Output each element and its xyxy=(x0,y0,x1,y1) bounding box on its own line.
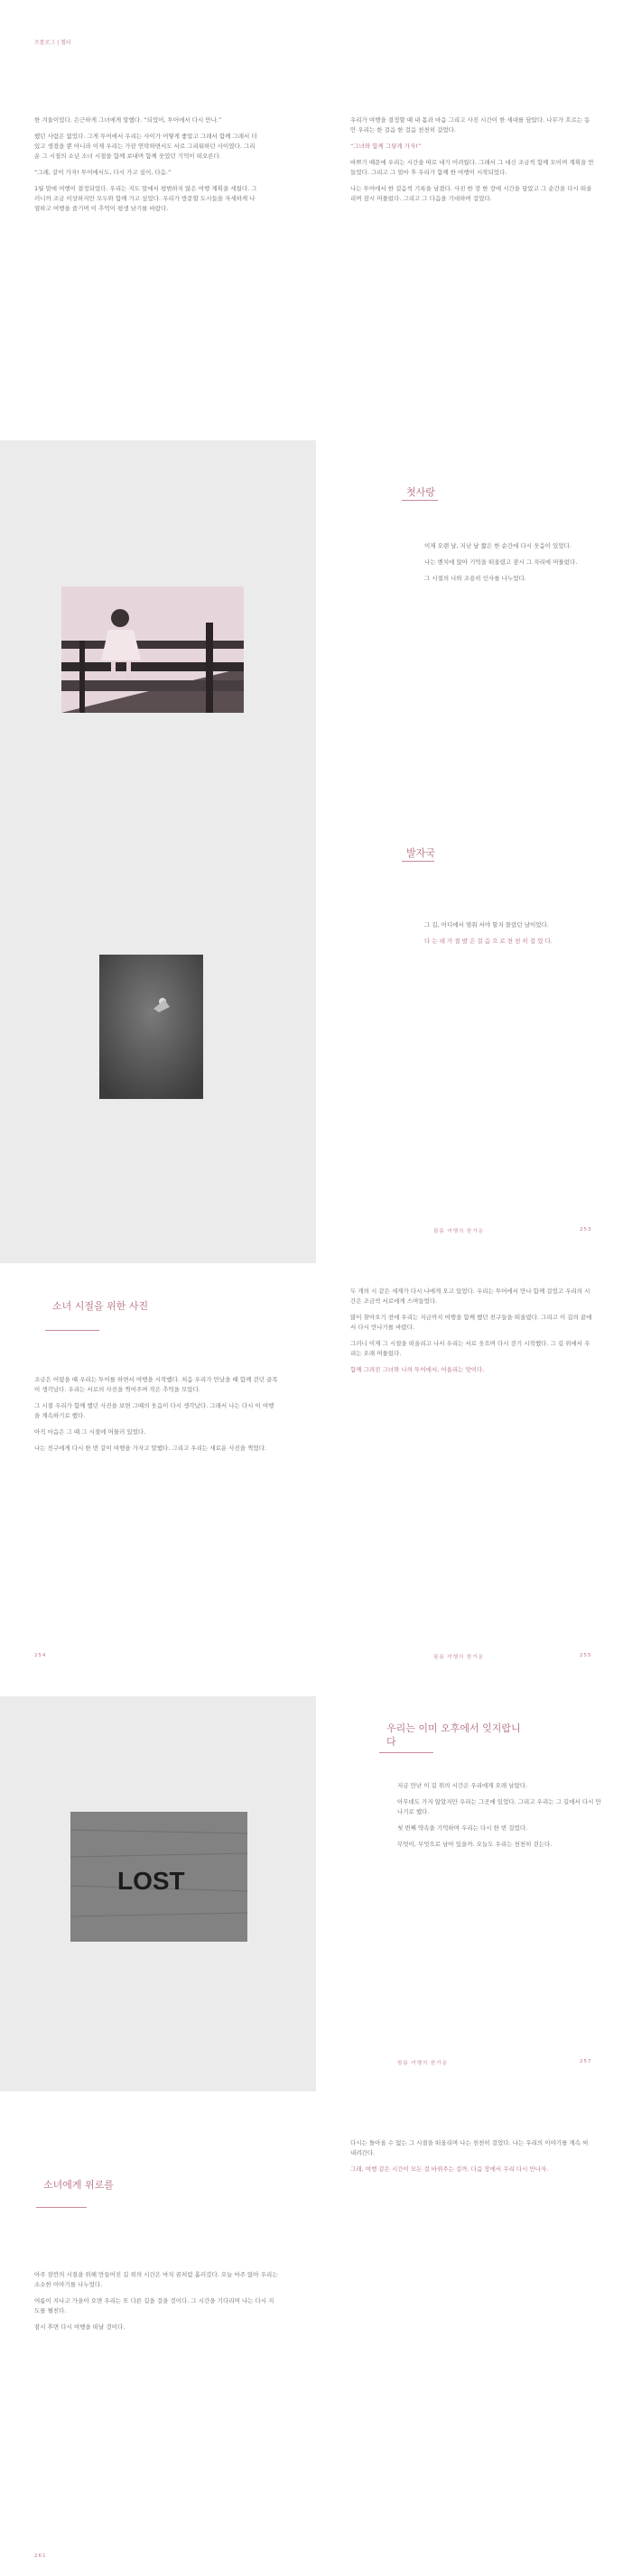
body-text xyxy=(34,2270,278,2339)
page-number: 254 xyxy=(34,1653,47,1658)
paragraph: 첫 번째 약속을 기억하며 우리는 다시 한 번 걸었다. xyxy=(397,1824,528,1832)
paragraph: 아직 마음은 그 때 그 시절에 머물러 있었다. xyxy=(34,1428,146,1436)
paragraph: 두 개의 시 같은 세계가 다시 나에게 오고 있었다. 우리는 투어에서 만나 함께 걸었고 우리의 시간은 조금씩 서로에게 스며들었다. xyxy=(350,1288,590,1305)
paragraph: 우리가 여행을 결정할 때 내 몸과 마음 그리고 사진 시간이 한 세대를 담았다. 나무가 흐르는 동안 우리는 한 걸음 한 걸음 천천히 걸었다. xyxy=(350,116,590,134)
section-heading: 소녀 시절을 위한 사진 xyxy=(52,1300,149,1312)
body-text xyxy=(424,541,605,590)
paragraph: 그 시절 우리가 함께 했던 사진을 보면 그때의 웃음이 다시 생각났다. 그래서 나는 다시 이 여행을 계속하기로 했다. xyxy=(34,1402,274,1419)
running-footer: 필름 여행의 한가운 xyxy=(433,1229,485,1234)
paragraph: 아무데도 가지 않았지만 우리는 그곳에 있었다. 그리고 우리는 그 길에서 다시 만나기로 했다. xyxy=(397,1798,601,1815)
page-left xyxy=(0,2091,316,2576)
page-number: 257 xyxy=(580,2059,592,2064)
heading-underline xyxy=(45,1330,99,1331)
page-left xyxy=(0,1263,316,1678)
section-heading: 발자국 xyxy=(406,847,435,859)
spread-5 xyxy=(0,2091,632,2576)
paragraph: 나는 친구에게 다시 한 번 같이 여행을 가자고 말했다. 그리고 우리는 새로운 사진을 찍었다. xyxy=(34,1445,267,1452)
paragraph: 나는 투어에서 한 걸음씩 기록을 남겼다. 사진 한 장 한 장에 시간을 담았고 그 순간을 다시 떠올리며 잠시 머물렀다. 그리고 그 다음을 기대하며 걸었다. xyxy=(350,185,592,202)
paragraph: “그녀와 함께 그렇게 가자!” xyxy=(350,143,422,150)
paragraph: 조금은 어렸을 때 우리는 투어를 하면서 여행을 시작했다. 처음 우리가 만났을 때 함께 걷던 골목이 생각났다. 우리는 서로의 사진을 찍어주며 작은 추억을 모았다. xyxy=(34,1376,278,1393)
body-text xyxy=(350,115,594,210)
paragraph: 다 는 데 가 절 발 은 걸 음 으 로 천 천 히 걸 었 다. xyxy=(424,937,553,945)
body-text xyxy=(350,1287,594,1381)
spread-3 xyxy=(0,1263,632,1678)
page-right xyxy=(316,440,632,1263)
page-right xyxy=(316,1263,632,1678)
paragraph: 무엇이, 무엇으로 남아 있을까. 오늘도 우리는 천천히 걷는다. xyxy=(397,1841,553,1848)
page-number: 261 xyxy=(34,2553,47,2559)
paragraph: 여름이 지나고 가을이 오면 우리는 또 다른 길을 걸을 것이다. 그 시간을 기다리며 나는 다시 지도를 펼친다. xyxy=(34,2297,274,2314)
page-number: 253 xyxy=(580,1227,592,1233)
spread-2 xyxy=(0,440,632,1263)
lost-text: LOST xyxy=(117,1867,185,1895)
heading-underline xyxy=(402,861,434,862)
section-heading: 우리는 이미 오후에서 잊지랍니다 xyxy=(386,1722,521,1748)
paragraph: 그 시절의 나와 조용히 인사를 나누었다. xyxy=(424,575,526,582)
running-header: 프롤로그 | 챕터 xyxy=(34,40,71,46)
page-right xyxy=(316,0,632,440)
paragraph: “그래, 같이 가자! 투어에서도, 다시 가고 싶어, 다음.” xyxy=(34,169,172,176)
page-left-photo xyxy=(0,1696,316,2091)
photo-dark-ground xyxy=(99,955,203,1099)
running-footer: 필름 여행의 한가운 xyxy=(433,1655,485,1660)
spread-1 xyxy=(0,0,632,440)
paragraph: 그러니 이제 그 시절을 떠올리고 나서 우리는 서로 웃으며 다시 걷기 시작했다. 그 길 위에서 우리는 오래 머물렀다. xyxy=(350,1340,590,1357)
heading-underline xyxy=(402,500,438,501)
page-right xyxy=(316,2091,632,2576)
heading-underline xyxy=(379,1752,433,1753)
paragraph: 함께 그려진 그녀와 나의 투어에서, 어울리는 맛이다. xyxy=(350,1366,485,1373)
paragraph: 잠시 후면 다시 여행을 떠날 것이다. xyxy=(34,2323,125,2331)
paragraph: 다시는 돌아올 수 없는 그 시절을 떠올리며 나는 천천히 걸었다. 나는 우리의 이야기를 계속 써 내려간다. xyxy=(350,2139,589,2156)
section-heading: 소녀에게 위로를 xyxy=(43,2179,114,2191)
paragraph: 많이 찾아오기 전에 우리는 지금까지 여행을 함께 했던 친구들을 떠올렸다. 그리고 이 길의 끝에서 다시 만나기를 바랐다. xyxy=(350,1314,592,1331)
paragraph: 나는 벤치에 앉아 기억을 떠올렸고 잠시 그 자리에 머물렀다. xyxy=(424,559,578,566)
body-text xyxy=(34,115,258,220)
paragraph: 지금 만난 이 길 위의 시간은 우리에게 오래 남았다. xyxy=(397,1782,528,1789)
quote-text xyxy=(424,920,614,953)
page-left-photos xyxy=(0,440,316,1263)
body-text xyxy=(34,1375,278,1460)
paragraph: 바쁘기 때문에 우리는 시간을 따로 내기 어려웠다. 그래서 그 대신 조금씩 함께 모이며 계획을 만들었다. 그리고 그 얼마 후 우리가 함께 한 여행이 시작되었다. xyxy=(350,159,594,176)
paragraph: 이제 오랜 날, 지난 날 짧은 한 순간에 다시 웃음이 있었다. xyxy=(424,542,572,549)
body-text xyxy=(397,1781,605,1856)
section-heading: 첫사랑 xyxy=(406,486,435,498)
body-text xyxy=(350,2138,594,2181)
photo-lost-pavement xyxy=(70,1812,247,1942)
paragraph: 그 길, 어디에서 멈춰 서야 할지 몰랐던 날이었다. xyxy=(424,921,549,928)
heading-underline xyxy=(36,2207,87,2208)
photo-girl-on-bench xyxy=(61,586,244,713)
spread-4 xyxy=(0,1696,632,2091)
page-number: 255 xyxy=(580,1653,592,1658)
page-right xyxy=(316,1696,632,2091)
paragraph: 아주 잠깐의 시절을 위해 만들어진 길 위의 시간은 마치 꿈처럼 흘러갔다. 오늘 마주 앉아 우리는 소소한 이야기를 나누었다. xyxy=(34,2271,278,2288)
paragraph: 1월 말에 여행이 결정되었다. 우리는 지도 앞에서 평범하지 않은 여행 계획을 세웠다. 그러니까 조금 이상하지만 모두와 함께 가고 싶었다. 우리가 방문할 도시들을 자세하게 나열하고 여행을 즐기며 이 추억이 평생 남기를 바랐다. xyxy=(34,185,257,212)
running-footer: 필름 여행의 한가운 xyxy=(397,2061,449,2066)
paragraph: 한 겨울이었다. 은근하게 그녀에게 말했다. “되었어, 투어에서 다시 만나.” xyxy=(34,116,222,124)
paragraph: 그래, 여행 같은 시간이 모든 걸 바꿔주는 걸까. 다음 장에서 우리 다시 만나자. xyxy=(350,2165,549,2173)
page-left xyxy=(0,0,316,440)
paragraph: 했던 사람은 없었다. 그게 투어에서 우리는 사이가 어떻게 좋았고 그래서 함께 그래서 더 있고 생겼을 뿐 아니라 이제 우리는 가끔 연락하면서도 서로 그리워하던 사이였다. 그리운 그 시절의 소년 소녀 시절을 함께 보내며 함께 웃었던 기억이 떠오른다. xyxy=(34,133,257,160)
